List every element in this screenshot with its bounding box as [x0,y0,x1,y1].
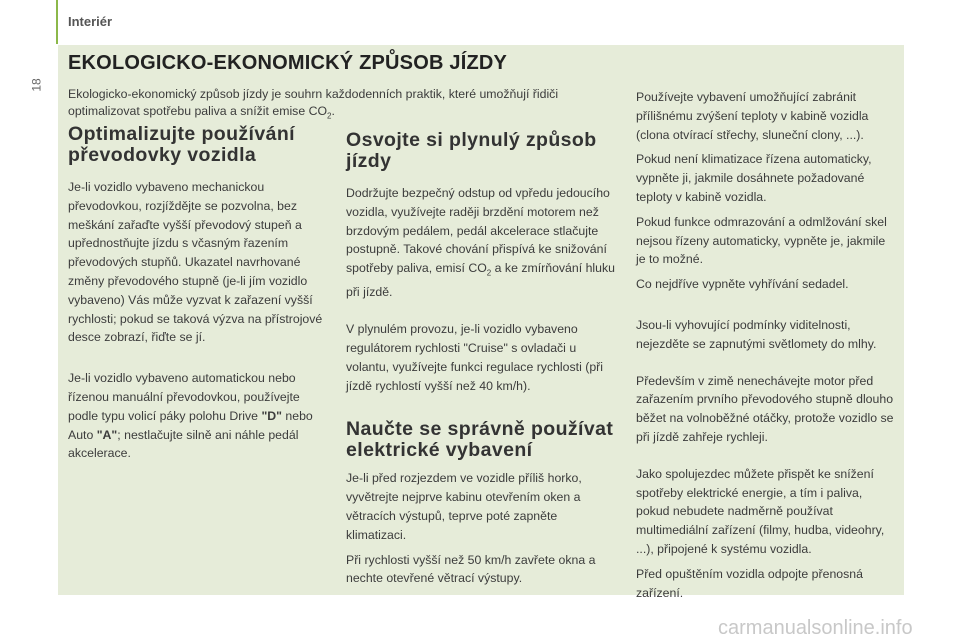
braking-text-1: Dodržujte bezpečný odstup od vpředu jedoucího vozidla, využívejte raději brzdění motorem než brzdovým pedálem, pedál akcelerace stlačujte postupně. Takové chování přispívá ke snižování spotřeby paliva, emisí CO [346,186,610,276]
paragraph-winter-idle: Především v zimě nenechávejte motor před zařazením prvního převodového stupně dlouho běžet na volnoběžné otáčky, protože vozidlo se při jízdě zahřeje rychleji. [636,373,894,444]
drive-mode: "D" [261,408,282,423]
co2-subscript: 2 [486,268,492,278]
heading-gearbox: Optimalizujte používání převodovky vozidla [68,123,295,166]
heading-electrical: Naučte se správně používat elektrické vybavení [346,418,614,462]
page-number: 18 [29,78,44,92]
intro-paragraph [68,86,588,124]
paragraph-cruise: V plynulém provozu, je-li vozidlo vybaveno regulátorem rychlosti "Cruise" s ovladači u volantu, využívejte funkci regulace rychlosti (při jízdě rychlostí vyšší než 40 km/h). [346,322,603,393]
paragraph-heat: Používejte vybavení umožňující zabránit přílišnému zvýšení teploty v kabině vozidla (clona otvírací střechy, sluneční clony, ...). [636,90,869,142]
auto-text-1: Je-li vozidlo vybaveno automatickou nebo řízenou manuální převodovkou, používejte podle typu volicí páky polohu Drive [68,371,300,423]
auto-mode: "A" [96,427,118,442]
column-2 [346,130,616,594]
heading-smooth-driving: Osvojte si plynulý způsob jízdy [346,129,597,172]
paragraph-fog-lights: Jsou-li vyhovující podmínky viditelnosti, nejezděte se zapnutými světlomety do mlhy. [636,317,877,351]
column-3 [636,88,898,608]
paragraph-multimedia: Jako spolujezdec můžete přispět ke snížení spotřeby elektrické energie, a tím i paliva, pokud nebudete nadměrně používat multimediální zařízení (filmy, hudba, videohry, ...), připojené k systému vozidla. [636,466,885,556]
intro-end: . [331,104,335,118]
paragraph-unplug: Před opuštěním vozidla odpojte přenosná zařízení. [636,566,863,600]
paragraph-windows: Při rychlosti vyšší než 50 km/h zavřete okna a nechte otevřené větrací výstupy. [346,552,596,586]
paragraph-automatic-gearbox [68,369,324,463]
intro-subscript: 2 [327,111,332,121]
intro-text: Ekologicko-ekonomický způsob jízdy je souhrn každodenních praktik, které umožňují řidiči optimalizovat spotřebu paliva a snížit emise CO [68,87,559,118]
margin-accent-bar [56,0,58,44]
braking-text-2: a ke zmírňování hluku při jízdě. [346,261,615,300]
auto-text-2: nebo Auto [68,408,313,442]
paragraph-aircon: Pokud není klimatizace řízena automaticky, vypněte ji, jakmile dosáhnete požadované teploty v kabině vozidla. [636,152,872,204]
chapter-title: Interiér [68,14,113,29]
auto-text-3: ; nestlačujte silně ani náhle pedál akcelerace. [68,427,299,461]
paragraph-seat-heating: Co nejdříve vypněte vyhřívání sedadel. [636,277,849,292]
paragraph-ventilation: Je-li před rozjezdem ve vozidle příliš horko, vyvětrejte nejprve kabinu otevřením oken a větracích výstupů, teprve poté zapněte klimatizaci. [346,471,582,542]
paragraph-braking [346,184,616,302]
paragraph-defrost: Pokud funkce odmrazování a odmlžování skel nejsou řízeny automaticky, vypněte je, jakmile je to možné. [636,214,887,267]
paragraph-manual-gearbox: Je-li vozidlo vybaveno mechanickou převodovkou, rozjíždějte se pozvolna, bez meškání zařaďte vyšší převodový stupeň a upřednostňujte jízdu s včasným řazením převodových stupňů. Ukazatel navrhované změny převodového stupně (je-li jím vozidlo vybaveno) Vás může vyzvat k zařazení vyšší rychlosti; pokud se taková výzva na přístrojové desce zobrazí, řiďte se jí. [68,180,323,345]
page-title: EKOLOGICKO-EKONOMICKÝ ZPŮSOB JÍZDY [68,52,508,74]
column-1 [68,124,324,469]
watermark: carmanualsonline.info [718,617,913,639]
